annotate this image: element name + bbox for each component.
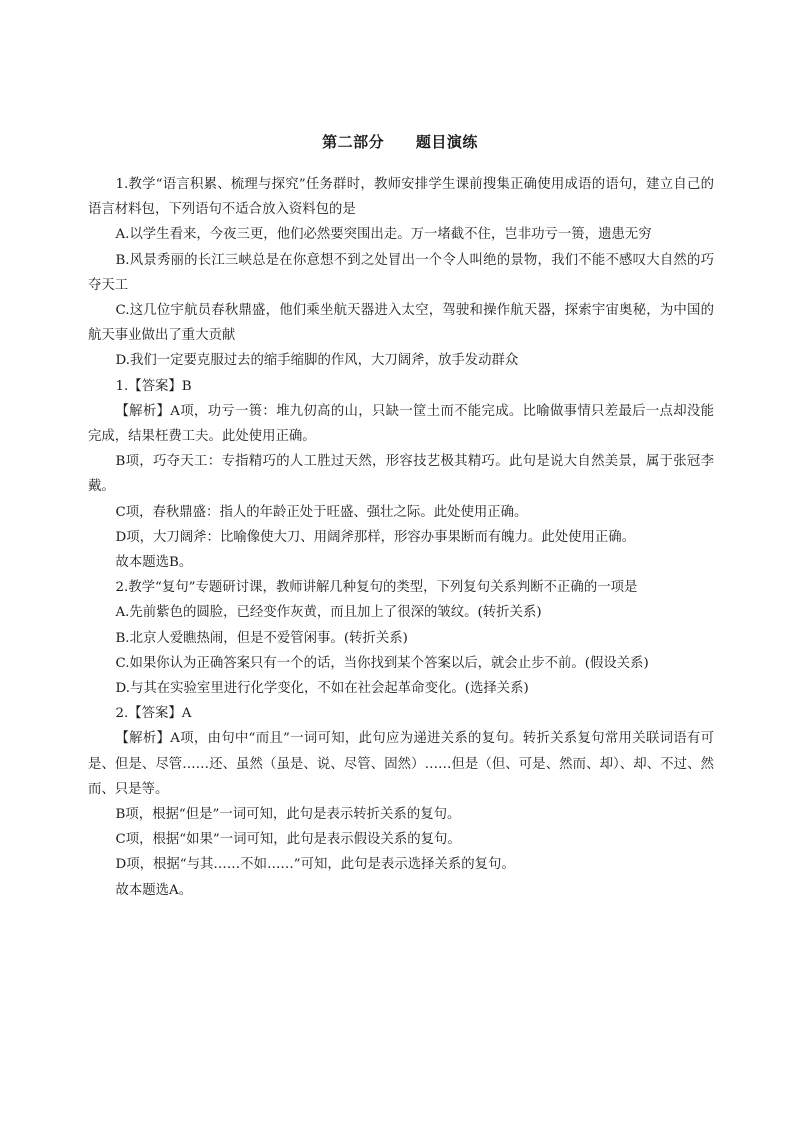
question-2-analysis-b: B项，根据“但是”一词可知，此句是表示转折关系的复句。 (115, 807, 461, 823)
question-2-option-a: A.先前紫色的圆脸，已经变作灰黄，而且加上了很深的皱纹。(转折关系) (115, 605, 542, 621)
question-1-option-c: C.这几位宇航员春秋鼎盛，他们乘坐航天器进入太空，驾驶和操作航天器，探索宇宙奥秘，为中国的航天事业做出了重大贡献 (88, 303, 714, 344)
question-2-option-d: D.与其在实验室里进行化学变化，不如在社会起革命变化。(选择关系) (115, 681, 529, 697)
question-1-analysis-d: D项，大刀阔斧：比喻像使大刀、用阔斧那样，形容办事果断而有魄力。此处使用正确。 (115, 529, 636, 545)
question-1-option-a: A.以学生看来，今夜三更，他们必然要突围出走。万一堵截不住，岂非功亏一篑，遗患无穷 (115, 227, 652, 243)
question-1-analysis-a: 【解析】A项，功亏一篑：堆九仞高的山，只缺一筐土而不能完成。比喻做事情只差最后一点却没能完成，结果枉费工夫。此处使用正确。 (88, 403, 714, 445)
question-2-stem: 2.教学“复句”专题研讨课，教师讲解几种复句的类型，下列复句关系判断不正确的一项是 (115, 580, 638, 596)
exercise-content (88, 172, 714, 903)
question-1-analysis-b: B项，巧夺天工：专指精巧的人工胜过天然，形容技艺极其精巧。此句是说大自然美景，属于张冠李戴。 (88, 454, 714, 495)
question-2-analysis-c: C项，根据“如果”一词可知，此句是表示假设关系的复句。 (115, 832, 461, 848)
question-1-stem: 1.教学“语言积累、梳理与探究”任务群时，教师安排学生课前搜集正确使用成语的语句，建立自己的语言材料包，下列语句不适合放入资料包的是 (88, 177, 714, 218)
question-1-answer: 1.【答案】B (115, 378, 192, 394)
question-2-option-c: C.如果你认为正确答案只有一个的话，当你找到某个答案以后，就会止步不前。(假设关系) (115, 655, 649, 671)
question-2-conclusion: 故本题选A。 (115, 882, 193, 898)
question-2-option-b: B.北京人爱瞧热闹，但是不爱管闲事。(转折关系) (115, 630, 408, 646)
question-2-analysis-d: D项，根据“与其……不如……”可知，此句是表示选择关系的复句。 (115, 857, 515, 873)
question-2-answer: 2.【答案】A (115, 706, 192, 722)
section-title: 第二部分 题目演练 (322, 133, 478, 151)
question-1-option-b: B.风景秀丽的长江三峡总是在你意想不到之处冒出一个令人叫绝的景物，我们不能不感叹大自然的巧夺天工 (88, 252, 714, 293)
question-1-analysis-c: C项，春秋鼎盛：指人的年龄正处于旺盛、强壮之际。此处使用正确。 (115, 504, 528, 520)
question-2-analysis-a: 【解析】A项，由句中“而且”一词可知，此句应为递进关系的复句。转折关系复句常用关联词语有可是、但是、尽管……还、虽然（虽是、说、尽管、固然）……但是（但、可是、然而、却）、却、不过、然而、只是等。 (88, 731, 714, 797)
question-1-option-d: D.我们一定要克服过去的缩手缩脚的作风，大刀阔斧，放手发动群众 (115, 353, 519, 369)
question-1-conclusion: 故本题选B。 (115, 555, 193, 571)
